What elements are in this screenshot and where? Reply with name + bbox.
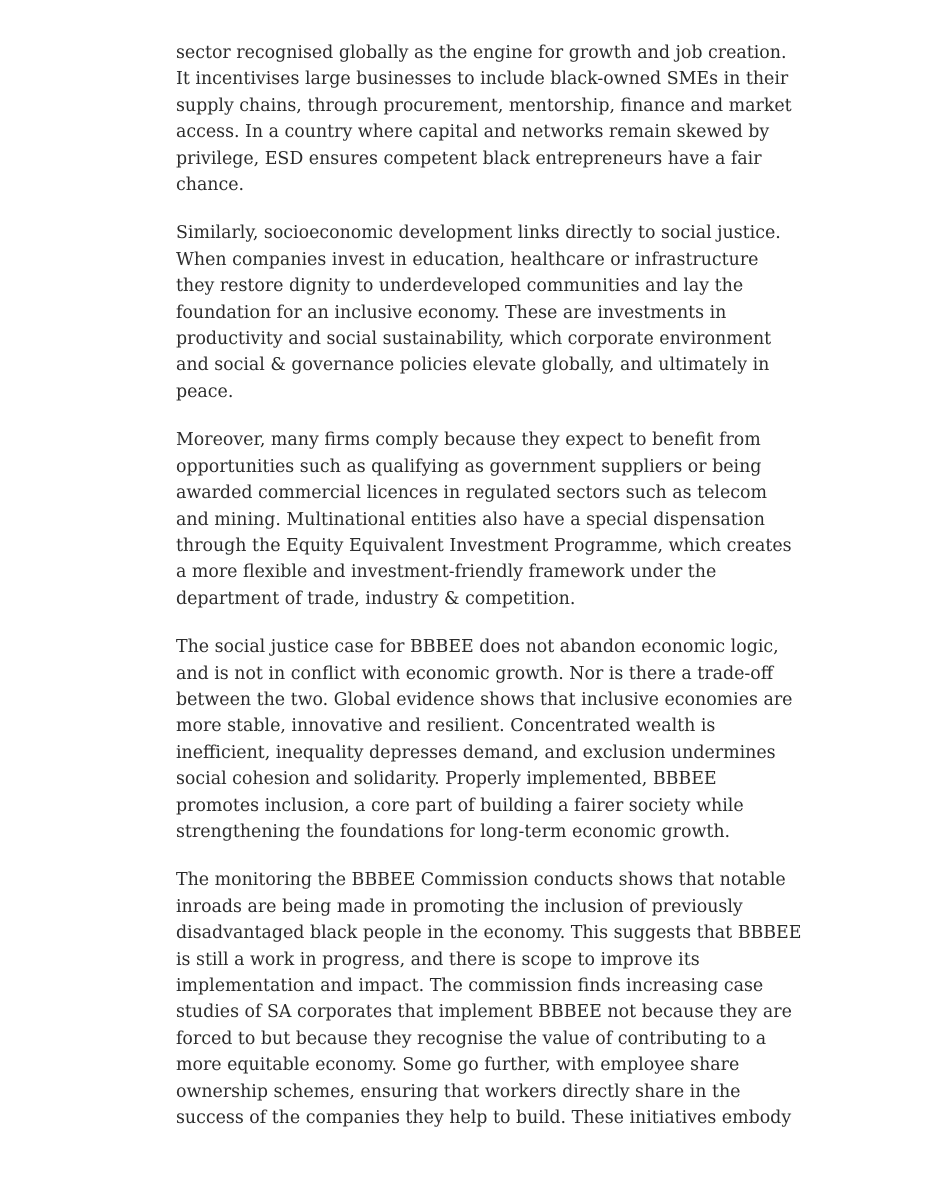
text-line: success of the companies they help to build. These initiatives embody xyxy=(176,1108,792,1129)
text-line: The social justice case for BBBEE does not abandon economic logic, xyxy=(176,637,779,658)
text-line: forced to but because they recognise the value of contributing to a xyxy=(176,1028,767,1049)
text-line: chance. xyxy=(176,175,245,196)
text-line: The monitoring the BBBEE Commission conducts shows that notable xyxy=(176,870,786,891)
text-line: and is not in conflict with economic growth. Nor is there a trade-off xyxy=(176,663,774,684)
article-body xyxy=(176,40,802,1153)
text-line: access. In a country where capital and networks remain skewed by xyxy=(176,122,770,143)
text-line: is still a work in progress, and there is scope to improve its xyxy=(176,949,700,970)
text-line: studies of SA corporates that implement BBBEE not because they are xyxy=(176,1002,792,1023)
text-line: department of trade, industry & competition. xyxy=(176,588,576,609)
text-line: productivity and social sustainability, which corporate environment xyxy=(176,329,772,350)
text-line: supply chains, through procurement, mentorship, finance and market xyxy=(176,95,792,116)
paragraph-esd xyxy=(176,40,792,198)
paragraph-socioeconomic-development xyxy=(176,220,781,405)
text-line: between the two. Global evidence shows that inclusive economies are xyxy=(176,689,793,710)
text-line: more equitable economy. Some go further, with employee share xyxy=(176,1055,740,1076)
text-line: they restore dignity to underdeveloped communities and lay the xyxy=(176,276,744,297)
paragraph-firms-comply xyxy=(176,427,792,612)
text-line: implementation and impact. The commission finds increasing case xyxy=(176,976,764,996)
text-line: strengthening the foundations for long-term economic growth. xyxy=(176,821,731,842)
text-line: disadvantaged black people in the economy. This suggests that BBBEE xyxy=(176,923,802,944)
text-line: ownership schemes, ensuring that workers directly share in the xyxy=(176,1081,741,1102)
text-line: awarded commercial licences in regulated sectors such as telecom xyxy=(176,483,767,504)
text-line: inroads are being made in promoting the inclusion of previously xyxy=(176,896,743,917)
text-line: more stable, innovative and resilient. Concentrated wealth is xyxy=(176,716,716,737)
text-line: inefficient, inequality depresses demand, and exclusion undermines xyxy=(176,742,776,763)
text-line: opportunities such as qualifying as government suppliers or being xyxy=(176,456,762,477)
text-line: promotes inclusion, a core part of building a fairer society while xyxy=(176,795,744,816)
text-line: a more flexible and investment-friendly framework under the xyxy=(176,562,717,583)
text-line: sector recognised globally as the engine for growth and job creation. xyxy=(176,43,787,63)
text-line: It incentivises large businesses to include black-owned SMEs in their xyxy=(176,69,789,90)
paragraph-social-justice-case xyxy=(176,634,793,845)
text-line: When companies invest in education, healthcare or infrastructure xyxy=(176,249,759,270)
text-line: Moreover, many firms comply because they expect to benefit from xyxy=(176,430,761,451)
text-line: privilege, ESD ensures competent black entrepreneurs have a fair xyxy=(176,148,762,169)
text-line: Similarly, socioeconomic development links directly to social justice. xyxy=(176,223,781,244)
text-line: social cohesion and solidarity. Properly implemented, BBBEE xyxy=(176,769,717,790)
text-line: foundation for an inclusive economy. These are investments in xyxy=(176,302,727,323)
text-line: peace. xyxy=(176,381,234,402)
text-line: and social & governance policies elevate globally, and ultimately in xyxy=(176,355,770,376)
paragraph-commission-monitoring xyxy=(176,867,802,1131)
text-line: through the Equity Equivalent Investment Programme, which creates xyxy=(176,535,792,556)
text-line: and mining. Multinational entities also have a special dispensation xyxy=(176,509,765,530)
